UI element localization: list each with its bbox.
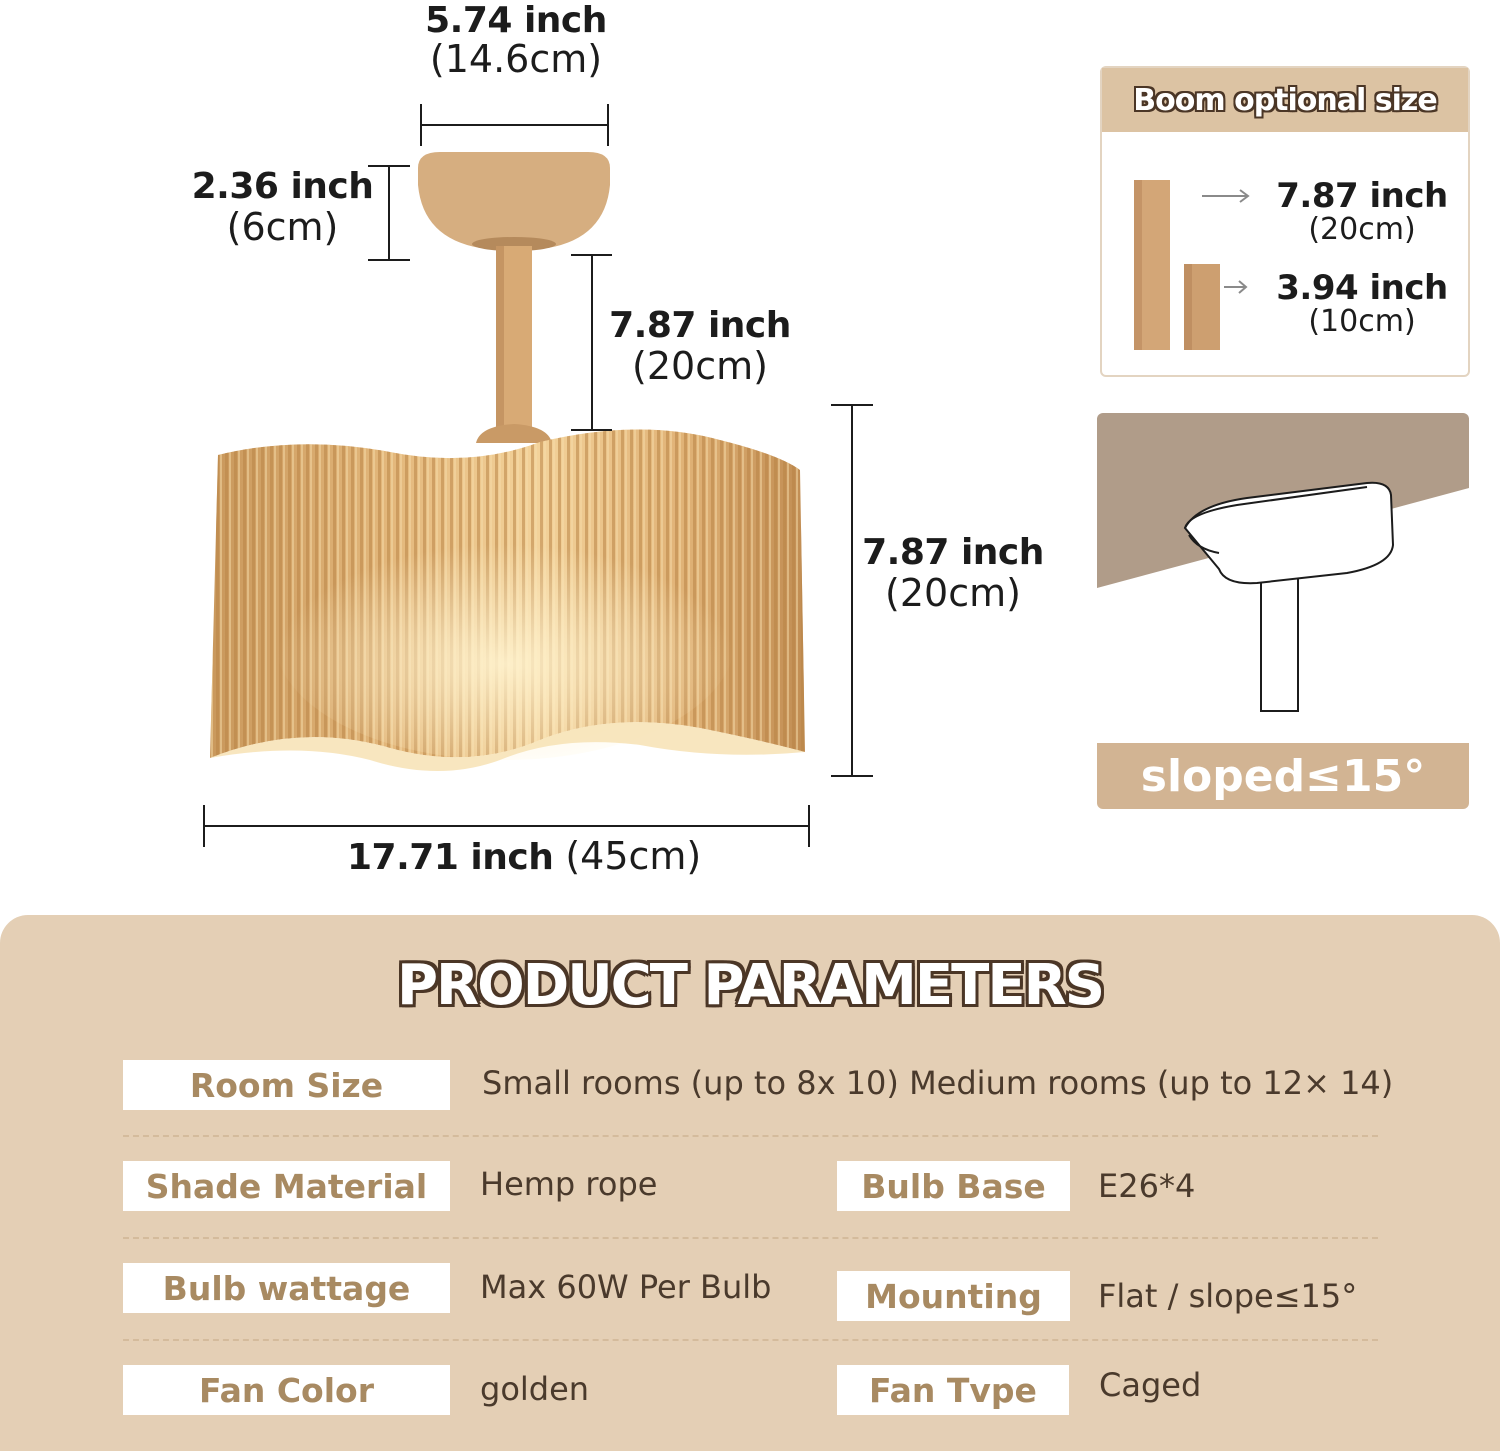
boom-long-inch: 7.87 inch [1276,176,1448,216]
top-width-inch: 5.74 inch [425,0,607,41]
sloped-ceiling-panel [1097,413,1469,809]
bulb-wattage-value: Max 60W Per Bulb [480,1268,772,1306]
boom-optional-size-panel [1100,66,1470,377]
row-divider [123,1339,1378,1341]
canopy-height-inch: 2.36 inch [191,166,374,207]
row-divider [123,1135,1378,1137]
sloped-ceiling-illustration [1097,413,1469,743]
shade-width-dimension [347,834,707,878]
room-size-value: Small rooms (up to 8x 10) Medium rooms (up to 12× 14) [482,1064,1394,1102]
fan-type-label: Fan Tvpe [837,1365,1069,1415]
shade-height-inch: 7.87 inch [862,532,1044,573]
boom-title: Boom optional size [1102,68,1468,132]
top-width-dimension [400,0,632,81]
product-parameters-panel [0,915,1500,1451]
mounting-value: Flat / slope≤15° [1098,1277,1358,1315]
canopy-height-cm: (6cm) [226,205,339,249]
shade-material-value: Hemp rope [480,1165,658,1203]
row-divider [123,1237,1378,1239]
downrod-length-inch: 7.87 inch [609,305,791,346]
downrod-length-dimension [605,305,795,388]
boom-short-cm: (10cm) [1308,304,1416,339]
canopy-height-dimension [185,166,380,249]
shade-width-inch: 17.71 inch [347,837,554,878]
boom-long-cm: (20cm) [1308,212,1416,247]
ceiling-fan-illustration [0,0,1080,900]
shade-height-cm: (20cm) [885,571,1021,615]
fan-color-label: Fan Color [123,1365,450,1415]
bulb-base-label: Bulb Base [837,1161,1070,1211]
downrod-length-cm: (20cm) [632,344,768,388]
room-size-label: Room Size [123,1060,450,1110]
fan-color-value: golden [480,1370,590,1408]
boom-short-inch: 3.94 inch [1276,268,1448,308]
slope-label: sloped≤15° [1097,743,1469,809]
shade-width-cm: (45cm) [565,834,702,878]
shade-height-dimension [858,532,1048,615]
bulb-base-value: E26*4 [1098,1167,1196,1205]
mount-rod [1261,568,1298,711]
boom-option-short [1267,268,1457,339]
boom-option-long [1267,176,1457,247]
shade-material-label: Shade Material [123,1161,450,1211]
fan-type-value: Caged [1099,1366,1202,1404]
parameters-title: PRODUCT PARAMETERS [396,953,1104,1018]
top-width-cm: (14.6cm) [429,37,603,81]
bulb-wattage-label: Bulb wattage [123,1263,450,1313]
mounting-label: Mounting [837,1271,1070,1321]
canopy [418,152,610,248]
